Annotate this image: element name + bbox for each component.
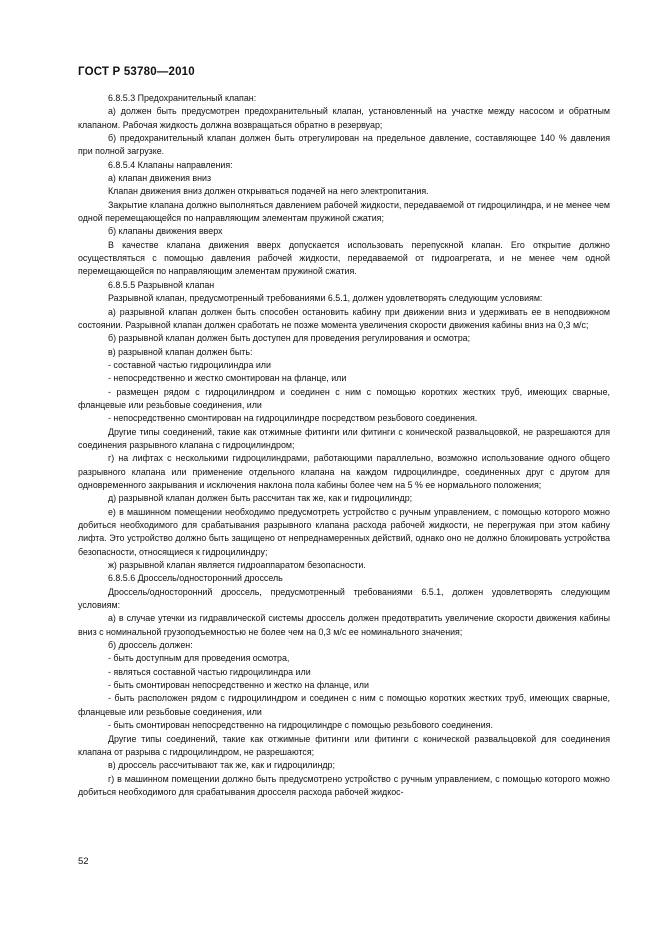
- paragraph: г) на лифтах с несколькими гидроцилиндрами, работающими параллельно, возможно использование одного общего разрывного клапана или применение отдельного клапана на каждом гидроцилиндре, соединенных друг с другом для одновременного закрывания и исключения наклона пола кабины более чем на 5 % ее нормального положения;: [78, 453, 610, 490]
- paragraph: - непосредственно и жестко смонтирован на фланце, или: [108, 373, 347, 384]
- paragraph: в) дроссель рассчитывают так же, как и гидроцилиндр;: [108, 760, 335, 771]
- paragraph: Разрывной клапан, предусмотренный требованиями 6.5.1, должен удовлетворять следующим условиям:: [108, 293, 543, 304]
- paragraph: Закрытие клапана должно выполняться давлением рабочей жидкости, передаваемой от гидроцилиндра, и не менее чем одной перемещающейся по направляющим элементам пружиной сжатия;: [78, 199, 610, 224]
- paragraph: д) разрывной клапан должен быть рассчитан так же, как и гидроцилиндр;: [108, 493, 413, 504]
- paragraph: - быть расположен рядом с гидроцилиндром и соединен с ним с помощью коротких жестких труб, имеющих сварные, фланцевые или резьбовые соединения, или: [78, 693, 610, 717]
- paragraph: Другие типы соединений, такие как отжимные фитинги или фитинги с конической развальцовкой, не разрешаются для соединения разрывного клапана с гидроцилиндром;: [78, 426, 610, 450]
- paragraph: В качестве клапана движения вверх допускается использовать перепускной клапан. Его открытие должно осуществляться с помощью давления рабочей жидкости, передаваемой от гидроагрегата, и не менее чем одной перемещающейся по направляющим элементам пружиной сжатия.: [78, 239, 610, 277]
- paragraph: а) должен быть предусмотрен предохранительный клапан, установленный на участке между насосом и обратным клапаном. Рабочая жидкость должна возвращаться обратно в резервуар;: [78, 106, 610, 130]
- paragraph: - являться составной частью гидроцилиндра или: [108, 666, 311, 677]
- paragraph: г) в машинном помещении должно быть предусмотрено устройство с ручным управлением, с помощью которого можно добиться необходимого для срабатывания дросселя расхода рабочей жидкос-: [78, 773, 610, 797]
- paragraph: - быть смонтирован непосредственно и жестко на фланце, или: [108, 680, 369, 691]
- paragraph: б) дроссель должен:: [108, 640, 193, 651]
- paragraph: а) клапан движения вниз: [108, 173, 212, 184]
- paragraph: в) разрывной клапан должен быть:: [108, 346, 253, 357]
- paragraph: Клапан движения вниз должен открываться подачей на него электропитания.: [108, 186, 429, 197]
- paragraph: - непосредственно смонтирован на гидроцилиндре посредством резьбового соединения.: [108, 413, 478, 424]
- paragraph: - составной частью гидроцилиндра или: [108, 359, 271, 370]
- paragraph: 6.8.5.5 Разрывной клапан: [108, 279, 215, 290]
- paragraph: Другие типы соединений, такие как отжимные фитинги или фитинги с конической развальцовкой для соединения клапана от разрыва с гидроцилиндром, не разрешаются;: [78, 733, 610, 757]
- paragraph: 6.8.5.4 Клапаны направления:: [108, 159, 233, 170]
- document-header: ГОСТ Р 53780—2010: [78, 66, 195, 78]
- paragraph: 6.8.5.6 Дроссель/односторонний дроссель: [108, 573, 283, 584]
- paragraph: ж) разрывной клапан является гидроаппаратом безопасности.: [108, 560, 366, 571]
- document-body: [78, 92, 610, 799]
- paragraph: б) разрывной клапан должен быть доступен для проведения регулирования и осмотра;: [108, 333, 471, 344]
- paragraph: б) предохранительный клапан должен быть отрегулирован на предельное давление, составляющее 140 % давления при полной загрузке.: [78, 133, 610, 157]
- paragraph: Дроссель/односторонний дроссель, предусмотренный требованиями 6.5.1, должен удовлетворять следующим условиям:: [78, 586, 610, 611]
- paragraph: а) в случае утечки из гидравлической системы дроссель должен предотвратить увеличение скорости движения кабины вниз с номинальной грузоподъемностью не более чем на 0,3 м/с ее номинального значения;: [78, 613, 610, 637]
- paragraph: а) разрывной клапан должен быть способен остановить кабину при движении вниз и удерживать ее в неподвижном состоянии. Разрывной клапан должен сработать не позже момента увеличения скорости движения кабины вниз на 0,3 м/с;: [78, 306, 610, 330]
- paragraph: - размещен рядом с гидроцилиндром и соединен с ним с помощью коротких жестких труб, имеющих сварные, фланцевые или резьбовые соединения, или: [78, 386, 610, 410]
- paragraph: б) клапаны движения вверх: [108, 226, 223, 237]
- paragraph: е) в машинном помещении необходимо предусмотреть устройство с ручным управлением, с помощью которого можно добиться необходимого для срабатывания разрывного клапана расхода рабочей жидкости, не перегружая при этом кабину лифта. Это устройство должно быть защищено от непреднамеренных действий, однако оно не должно блокировать устройства безопасности, относящиеся к гидроцилиндру;: [78, 506, 610, 557]
- paragraph: 6.8.5.3 Предохранительный клапан:: [108, 93, 257, 103]
- page-number: 52: [78, 856, 89, 867]
- paragraph: - быть доступным для проведения осмотра,: [108, 653, 290, 664]
- paragraph: - быть смонтирован непосредственно на гидроцилиндре с помощью резьбового соединения.: [108, 720, 493, 731]
